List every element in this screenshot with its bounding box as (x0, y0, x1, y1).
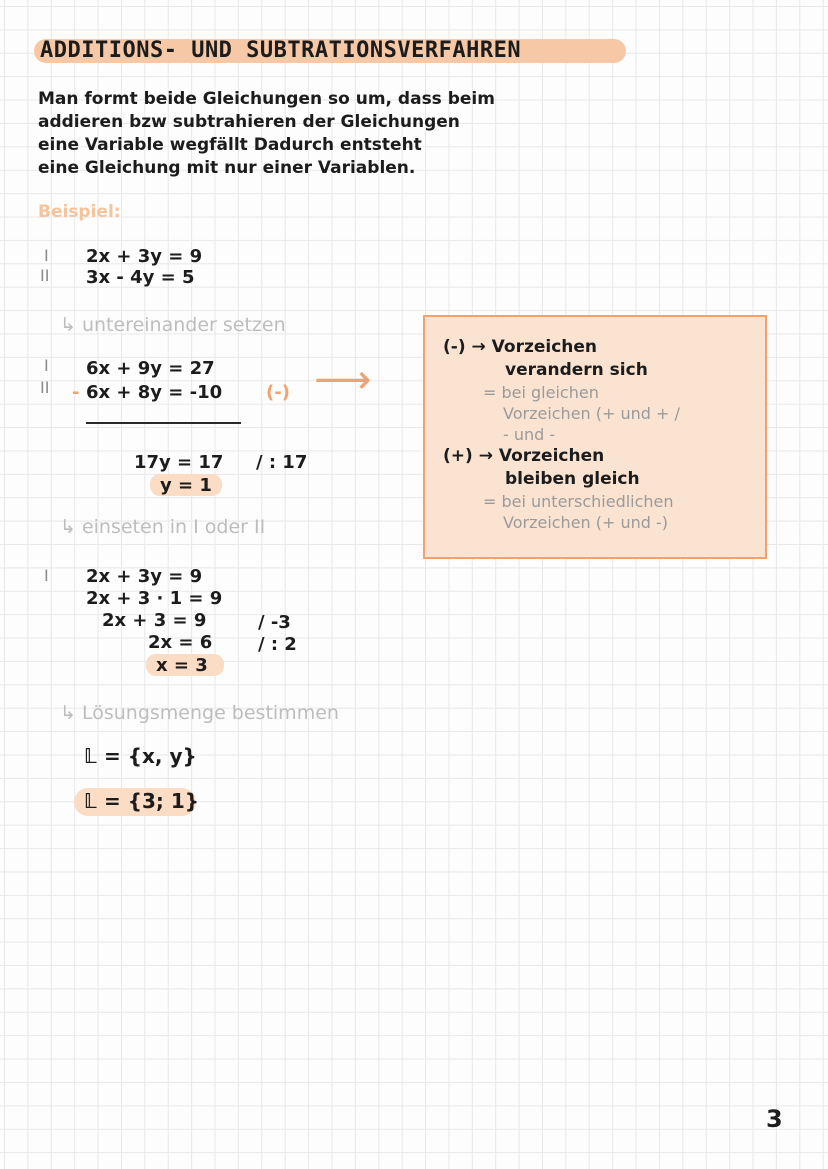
intro-line: Man formt beide Gleichungen so um, dass beim (38, 89, 495, 109)
roman-numeral-2: II (40, 378, 50, 397)
plus-rule-heading: (+) → Vorzeichen (443, 446, 605, 466)
sum-line (86, 422, 241, 424)
division-operation: / : 17 (256, 452, 308, 473)
solution-set-result: 𝕃 = {3; 1} (84, 789, 200, 813)
substitution-line-3: 2x + 3 = 9 (102, 610, 207, 631)
roman-numeral-2: II (40, 266, 50, 285)
intro-text (38, 88, 658, 180)
plus-rule-note: Vorzeichen (+ und -) (503, 513, 669, 532)
page-title: ADDITIONS- UND SUBTRATIONSVERFAHREN (40, 38, 522, 63)
system-equation-2: 3x - 4y = 5 (86, 267, 195, 288)
sum-equation: 17y = 17 (134, 452, 224, 473)
y-result: y = 1 (160, 475, 212, 496)
beispiel-label: Beispiel: (38, 202, 121, 222)
roman-numeral-1: I (44, 356, 49, 375)
hint-loesungsmenge: ↳ Lösungsmenge bestimmen (60, 702, 339, 724)
substitution-line-1: 2x + 3y = 9 (86, 566, 203, 587)
substitution-line-4: 2x = 6 (148, 632, 213, 653)
intro-line: eine Variable wegfällt Dadurch entsteht (38, 135, 422, 155)
scaled-equation-1: 6x + 9y = 27 (86, 358, 215, 379)
minus-sign: - (72, 382, 80, 403)
subtract-operator: (-) (266, 382, 290, 403)
x-result: x = 3 (156, 655, 208, 676)
intro-line: addieren bzw subtrahieren der Gleichungen (38, 112, 460, 132)
info-box-content (443, 336, 680, 533)
plus-rule-heading-2: bleiben gleich (505, 469, 640, 489)
minus-rule-note: = bei gleichen (483, 383, 599, 402)
title-block (34, 36, 521, 66)
system-equation-1: 2x + 3y = 9 (86, 246, 203, 267)
minus-rule-heading: (-) → Vorzeichen (443, 337, 598, 357)
hint-untereinander: ↳ untereinander setzen (60, 314, 286, 336)
operation-divide-2: / : 2 (258, 634, 297, 655)
hint-einsetzen: ↳ einseten in I oder II (60, 516, 266, 538)
minus-rule-heading-2: verandern sich (505, 360, 648, 380)
plus-rule-note: = bei unterschiedlichen (483, 492, 674, 511)
intro-line: eine Gleichung mit nur einer Variablen. (38, 158, 416, 178)
page-number: 3 (766, 1105, 783, 1133)
substitution-line-2: 2x + 3 · 1 = 9 (86, 588, 223, 609)
scaled-equation-2: 6x + 8y = -10 (86, 382, 223, 403)
minus-rule-note: - und - (503, 425, 556, 444)
roman-numeral-1: I (44, 246, 49, 265)
arrow-right-icon: ⟶ (314, 357, 372, 403)
solution-set-definition: 𝕃 = {x, y} (84, 744, 197, 768)
minus-rule-note: Vorzeichen (+ und + / (503, 404, 680, 423)
operation-minus-3: / -3 (258, 612, 291, 633)
roman-numeral-1: I (44, 566, 49, 585)
